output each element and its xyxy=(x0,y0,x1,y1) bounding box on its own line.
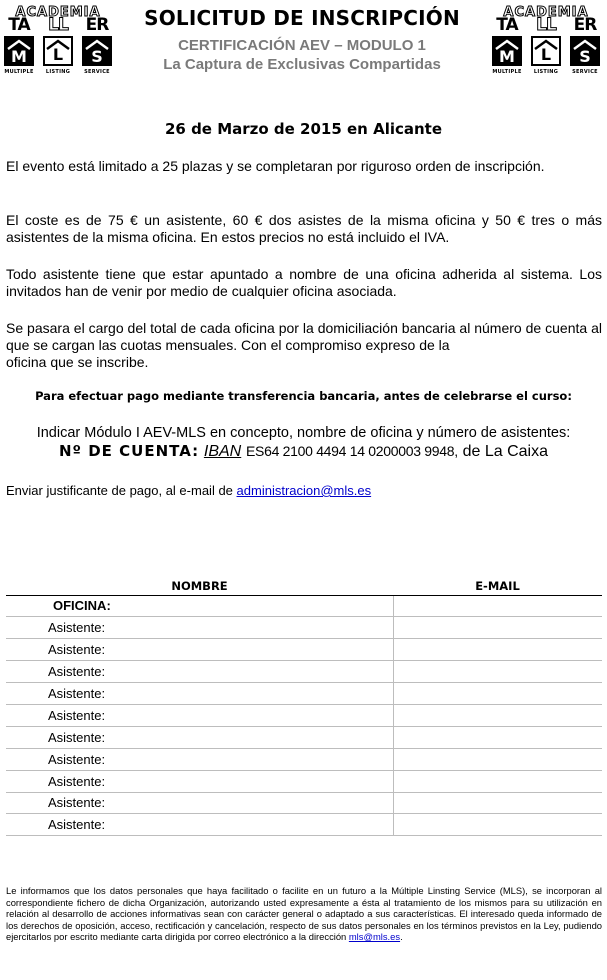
svg-text:ACADEMIA: ACADEMIA xyxy=(503,5,589,20)
attendee-row xyxy=(6,617,602,639)
capacity-paragraph: El evento está limitado a 25 plazas y se completaran por riguroso orden de inscripción. xyxy=(6,158,545,174)
event-date: 26 de Marzo de 2015 en Alicante xyxy=(164,120,443,138)
attendee-label: Asistente: xyxy=(6,617,393,639)
attendee-label: Asistente: xyxy=(6,661,393,683)
logo-tile-service: ER S SERVICE xyxy=(80,16,114,92)
attendee-email-cell[interactable] xyxy=(393,639,602,661)
office-label: OFICINA: xyxy=(6,595,393,617)
logo-tile-service: ER S SERVICE xyxy=(568,16,602,92)
attendee-label: Asistente: xyxy=(6,814,393,836)
send-receipt-text: Enviar justificante de pago, al e-mail de xyxy=(6,483,233,498)
office-email-cell[interactable] xyxy=(393,595,602,617)
account-label: Nº DE CUENTA: xyxy=(59,442,200,460)
iban-label: IBAN xyxy=(203,443,242,460)
registration-table xyxy=(6,577,602,836)
logo-tile-listing: LL L LISTING xyxy=(41,16,75,92)
attendee-row xyxy=(6,814,602,836)
cost-paragraph: El coste es de 75 € un asistente, 60 € dos asistes de la misma oficina y 50 € tres o más asistentes de la misma oficina. En estos precios no está incluido el IVA. xyxy=(6,212,602,245)
send-receipt-line xyxy=(6,483,371,498)
transfer-instructions: Indicar Módulo I AEV-MLS en concepto, nombre de oficina y número de asistentes: xyxy=(36,425,571,441)
office-row xyxy=(6,595,602,617)
attendee-label: Asistente: xyxy=(6,792,393,814)
admin-email-link[interactable]: administracion@mls.es xyxy=(236,483,372,498)
column-header-email: E-MAIL xyxy=(393,577,602,595)
billing-paragraph xyxy=(6,320,602,371)
attendee-requirement-paragraph: Todo asistente tiene que estar apuntado a nombre de una oficina adherida al sistema. Los invitados han de venir por medio de cualquier oficina asociada. xyxy=(6,266,602,299)
attendee-email-cell[interactable] xyxy=(393,792,602,814)
logo-tile-multiple: TA M MULTIPLE xyxy=(492,15,522,75)
attendee-row xyxy=(6,726,602,748)
attendee-row xyxy=(6,770,602,792)
logo-tile-multiple: TA M MULTIPLE xyxy=(4,15,34,75)
attendee-email-cell[interactable] xyxy=(393,814,602,836)
privacy-notice-end: . xyxy=(400,931,403,943)
attendee-row xyxy=(6,639,602,661)
privacy-email-link[interactable]: mls@mls.es xyxy=(348,931,401,943)
attendee-label: Asistente: xyxy=(6,726,393,748)
attendee-email-cell[interactable] xyxy=(393,748,602,770)
logo-tile-listing: LL L LISTING xyxy=(529,16,563,92)
academia-mls-logo-left xyxy=(2,2,114,92)
billing-paragraph-text: Se pasara el cargo del total de cada oficina por la domiciliación bancaria al número de cuenta al que se cargan las cuotas mensuales. Con el compromiso expreso de la xyxy=(6,320,602,353)
attendee-label: Asistente: xyxy=(6,704,393,726)
bank-transfer-heading: Para efectuar pago mediante transferencia bancaria, antes de celebrarse el curso: xyxy=(35,389,572,403)
attendee-email-cell[interactable] xyxy=(393,683,602,705)
account-number: ES64 2100 4494 14 0200003 9948, xyxy=(246,443,458,459)
academia-mls-logo-right xyxy=(490,2,602,92)
attendee-email-cell[interactable] xyxy=(393,617,602,639)
attendee-label: Asistente: xyxy=(6,748,393,770)
attendee-email-cell[interactable] xyxy=(393,726,602,748)
attendee-label: Asistente: xyxy=(6,770,393,792)
attendee-label: Asistente: xyxy=(6,683,393,705)
privacy-notice-text: Le informamos que los datos personales que haya facilitado o facilite en un futuro a la Múltiple Linsting Service (MLS), se incorporan al correspondiente fichero de dicha Organización, autorizando usted expresamente a ésta al tratamiento de los mismos para su utilización en relación al desarrollo de acciones informativas sean con carácter general o adaptado a sus características. El interesado queda informado de los derechos de oposición, acceso, rectificación y cancelación, respecto de sus datos personales en los términos previstos en la Ley, pudiendo ejercitarlos por escrito mediante carta dirigida por correo electrónico a la dirección xyxy=(6,885,602,943)
attendee-row xyxy=(6,748,602,770)
attendee-email-cell[interactable] xyxy=(393,704,602,726)
page-subtitle: CERTIFICACIÓN AEV – MODULO 1 xyxy=(178,37,426,54)
attendee-label: Asistente: xyxy=(6,639,393,661)
page-subtitle-course: La Captura de Exclusivas Compartidas xyxy=(163,56,441,73)
svg-text:ACADEMIA: ACADEMIA xyxy=(15,5,101,20)
bank-name: de La Caixa xyxy=(462,443,548,460)
attendee-email-cell[interactable] xyxy=(393,770,602,792)
page-title: SOLICITUD DE INSCRIPCIÓN xyxy=(144,6,460,30)
column-header-name: NOMBRE xyxy=(6,577,393,595)
attendee-row xyxy=(6,704,602,726)
billing-paragraph-end: oficina que se inscribe. xyxy=(6,354,149,370)
attendee-row xyxy=(6,792,602,814)
attendee-row xyxy=(6,661,602,683)
privacy-notice xyxy=(6,885,602,943)
attendee-email-cell[interactable] xyxy=(393,661,602,683)
account-number-line xyxy=(0,442,607,461)
attendee-row xyxy=(6,683,602,705)
